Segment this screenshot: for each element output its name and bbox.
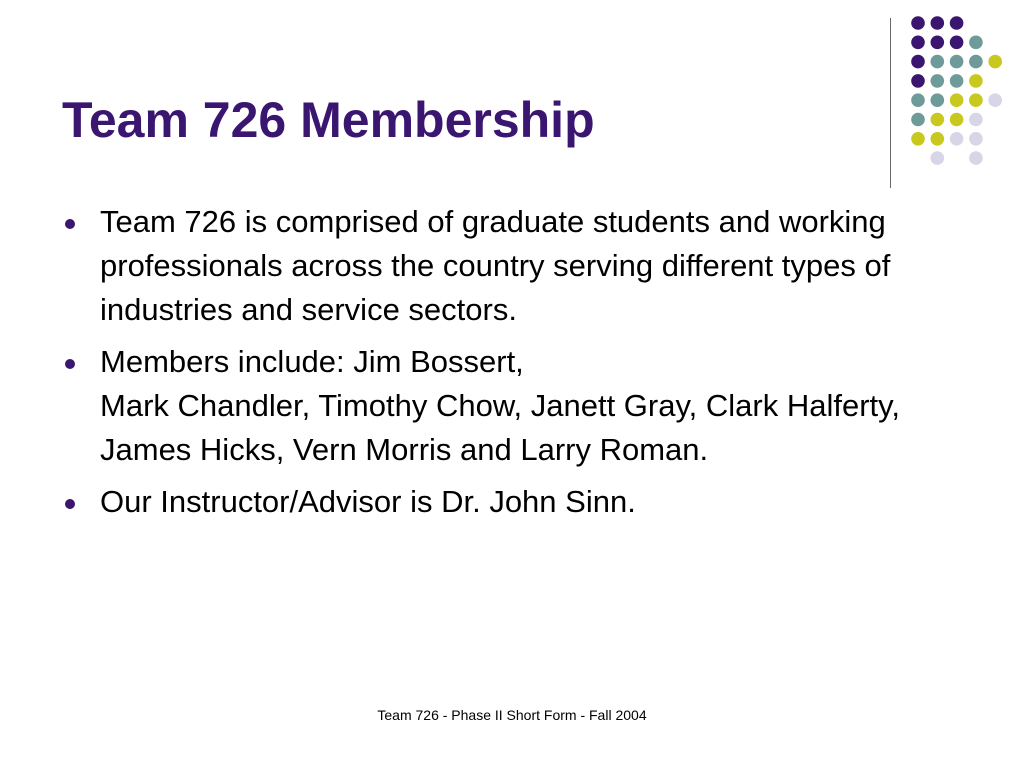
decorative-dot — [931, 55, 945, 69]
decorative-dot — [969, 55, 983, 69]
decorative-dot — [969, 36, 983, 50]
bullet-text-line2: Mark Chandler, Timothy Chow, Janett Gray, Clark Halferty, James Hicks, Vern Morris and Larry Roman. — [100, 388, 900, 467]
decorative-dot — [969, 74, 983, 88]
slide-title: Team 726 Membership — [62, 92, 595, 148]
decorative-dot — [911, 93, 925, 107]
bullet-dot-icon — [65, 499, 75, 509]
decorative-dot — [931, 132, 945, 146]
bullet-item-advisor — [100, 480, 930, 524]
decorative-dot — [911, 132, 925, 146]
bullet-dot-icon — [65, 359, 75, 369]
decorative-dot — [931, 16, 945, 30]
decorative-dot — [911, 113, 925, 127]
decorative-dot — [931, 151, 945, 165]
decorative-dot — [950, 93, 964, 107]
decorative-dot — [969, 113, 983, 127]
slide-footer: Team 726 - Phase II Short Form - Fall 2004 — [377, 707, 647, 723]
decorative-dot — [969, 93, 983, 107]
decorative-dot — [950, 132, 964, 146]
decorative-dot — [931, 113, 945, 127]
bullet-item-members — [100, 340, 930, 472]
decorative-dot — [911, 16, 925, 30]
decorative-dot — [969, 151, 983, 165]
decorative-dot — [950, 16, 964, 30]
bullet-dot-icon — [65, 219, 75, 229]
decorative-dot — [931, 36, 945, 50]
bullet-text: Our Instructor/Advisor is Dr. John Sinn. — [100, 484, 636, 519]
vertical-divider — [890, 18, 891, 188]
bullet-list — [100, 200, 930, 532]
decorative-dot — [988, 55, 1002, 69]
decorative-dot — [911, 55, 925, 69]
decorative-dot — [931, 93, 945, 107]
decorative-dot — [950, 74, 964, 88]
decorative-dot — [931, 74, 945, 88]
decorative-dot — [950, 36, 964, 50]
decorative-dot — [911, 36, 925, 50]
bullet-text-line1: Members include: Jim Bossert, — [100, 344, 524, 379]
decorative-dot — [969, 132, 983, 146]
decorative-dot — [950, 55, 964, 69]
decorative-dot — [988, 93, 1002, 107]
bullet-item-team-description — [100, 200, 930, 332]
decorative-dot — [950, 113, 964, 127]
decorative-dot — [911, 74, 925, 88]
bullet-text: Team 726 is comprised of graduate students and working professionals across the country serving different types of industries and service sectors. — [100, 204, 891, 327]
